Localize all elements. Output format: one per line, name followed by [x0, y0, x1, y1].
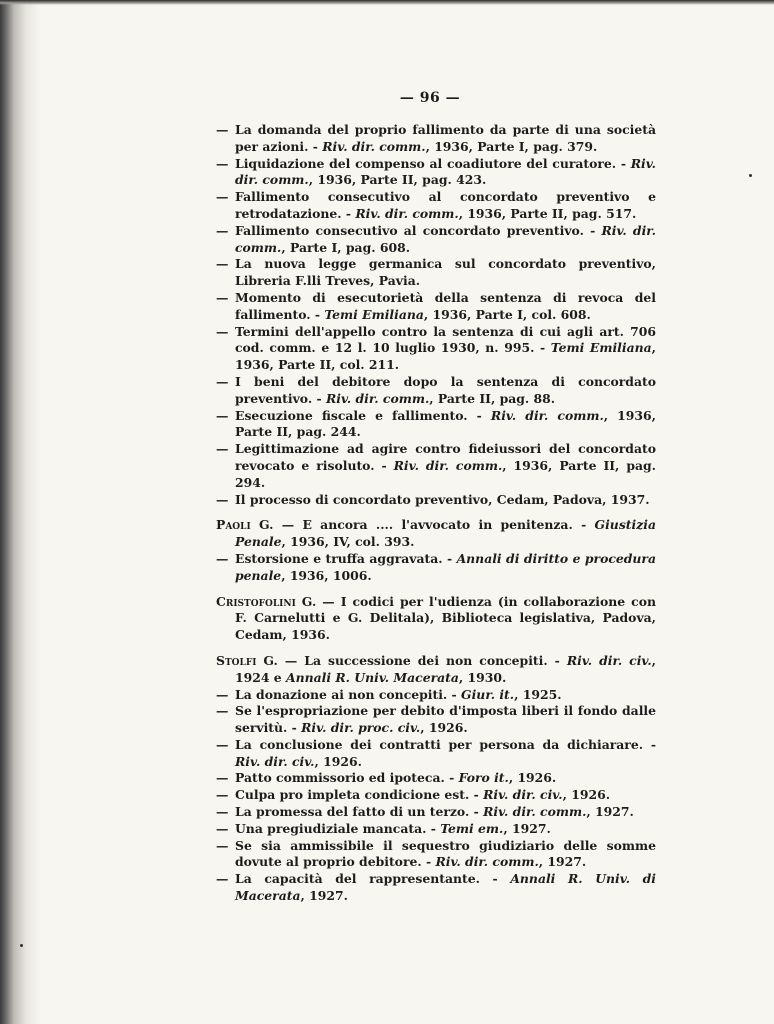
bibliography-entry — [216, 290, 656, 324]
entry-text: , 1927. — [300, 888, 348, 904]
bibliography-entry — [216, 122, 656, 156]
bibliography-entry — [216, 492, 656, 509]
journal-title: Annali R. Univ. di Macerata — [235, 871, 656, 904]
entry-text: Patto commissorio ed ipoteca. - — [235, 770, 459, 786]
entry-dash: — — [216, 155, 229, 171]
bibliography-entry — [216, 408, 656, 442]
entry-text: , 1927. — [503, 820, 551, 836]
entry-text: Momento di esecutorietà della sentenza di revoca del fallimento. - — [235, 289, 656, 322]
entry-text: I beni del debitore dopo la sentenza di concordato preventivo. - — [235, 373, 656, 406]
bibliography-entry — [216, 871, 656, 905]
bibliography-entry — [216, 551, 656, 585]
entry-dash: — — [216, 804, 229, 820]
bibliography-entry — [216, 156, 656, 190]
journal-title: Riv. dir. comm. — [235, 222, 656, 255]
bibliography-entry — [216, 787, 656, 804]
bibliography-entry: Paoli G. — E ancora .... l'avvocato in penitenza. - Giustizia Penale, 1936, IV, col. 393. — [216, 517, 656, 550]
entry-text: , 1936, IV, col. 393. — [281, 534, 415, 550]
entry-dash: — — [216, 122, 229, 137]
entry-text: , 1930. — [458, 669, 507, 685]
entry-dash: — — [216, 491, 229, 507]
entry-dash: — — [216, 837, 229, 853]
entry-text: , 1925. — [514, 686, 562, 702]
entry-dash: — — [216, 787, 229, 803]
entry-dash: — — [216, 189, 229, 205]
journal-title: Giustizia Penale — [235, 517, 656, 550]
bibliography-entry — [216, 703, 656, 737]
bibliography-entry — [216, 374, 656, 408]
author-block — [216, 653, 656, 905]
bibliography-entry: Cristofolini G. — I codici per l'udienza (in collaborazione con F. Carnelutti e G. Delitala), Biblioteca legislativa, Padova, Cedam, 1936. — [216, 593, 656, 643]
journal-title: Riv. dir. comm. — [355, 205, 459, 221]
entry-text: , 1936, Parte II, pag. 244. — [235, 407, 656, 440]
entry-dash: — — [216, 256, 229, 272]
journal-title: Giur. it. — [461, 686, 515, 702]
journal-title: Annali R. Univ. Macerata — [286, 669, 459, 685]
author-name: Stolfi G. — [216, 652, 278, 668]
ink-speck — [20, 944, 23, 947]
entry-text: Termini dell'appello contro la sentenza di cui agli art. 706 cod. comm. e 12 l. 10 luglio 1930, n. 995. - — [235, 323, 656, 356]
journal-title: Foro it. — [458, 770, 509, 786]
bibliography-entry — [216, 804, 656, 821]
entry-text: Se sia ammissibile il sequestro giudiziario delle somme dovute al proprio debitore. - — [235, 837, 656, 870]
journal-title: Riv. dir. comm. — [435, 854, 539, 870]
journal-title: Riv. dir. comm. — [235, 155, 656, 188]
entry-text: Fallimento consecutivo al concordato preventivo. - — [235, 222, 602, 238]
entry-dash: — — [216, 373, 229, 389]
journal-title: Riv. dir. proc. civ. — [301, 720, 421, 736]
bibliography-entry — [216, 687, 656, 704]
entry-text: I codici per l'udienza (in collaborazione con F. Carnelutti e G. Delitala), Biblioteca legislativa, Padova, Cedam, 1936. — [235, 593, 656, 643]
entry-text: La domanda del proprio fallimento da parte di una società per azioni. - — [235, 122, 656, 154]
author-name: Cristofolini G. — [216, 593, 317, 609]
bibliography-entry — [216, 821, 656, 838]
entry-dash: — — [216, 820, 229, 836]
bibliography-entry — [216, 324, 656, 374]
journal-title: Riv. dir. civ. — [235, 753, 315, 769]
bibliography-entry — [216, 189, 656, 223]
entry-text: , 1936, Parte II, pag. 294. — [235, 457, 656, 490]
journal-title: Riv. dir. comm. — [393, 457, 503, 473]
bibliography-entry — [216, 737, 656, 771]
entry-text: , 1926. — [420, 720, 468, 736]
page-number: — 96 — — [399, 90, 461, 106]
entry-text: Esecuzione fiscale e fallimento. - — [235, 407, 491, 423]
entry-text: , Parte II, pag. 88. — [429, 390, 556, 406]
entry-text: , 1936, Parte I, col. 608. — [423, 306, 591, 322]
entry-text: , 1936, Parte II, pag. 517. — [458, 205, 637, 221]
entry-text: , 1927. — [538, 854, 587, 870]
entry-text: , 1927. — [586, 804, 634, 820]
journal-title: Temi Emiliana — [550, 340, 652, 356]
journal-title: Riv. dir. comm. — [490, 407, 604, 423]
entry-dash: — — [216, 736, 229, 752]
bibliography-entry — [216, 770, 656, 787]
entry-dash: — — [216, 703, 229, 719]
author-block — [216, 594, 656, 644]
entry-text: Fallimento consecutivo al concordato preventivo e retrodatazione. - — [235, 189, 656, 221]
entry-text: La conclusione dei contratti per persona da dichiarare. - — [235, 736, 656, 752]
entry-dash: — — [216, 550, 229, 566]
entry-text: , 1924 e — [235, 652, 656, 685]
entry-dash: — — [216, 871, 229, 887]
entry-text: , 1926. — [508, 770, 557, 786]
entry-text: , 1936, Parte II, col. 211. — [235, 340, 656, 373]
entry-text: La donazione ai non concepiti. - — [235, 686, 462, 702]
journal-title: Annali di diritto e procedura penale — [235, 550, 656, 583]
entry-dash: — — [216, 441, 229, 457]
entry-text: , 1936, Parte II, pag. 423. — [308, 172, 487, 188]
entry-text: , 1936, 1006. — [281, 567, 372, 583]
entry-text: Culpa pro impleta condicione est. - — [235, 787, 484, 803]
ink-speck — [749, 174, 752, 177]
entry-text: Liquidazione del compenso al coadiutore del curatore. - — [235, 155, 631, 171]
entry-dash: — — [216, 222, 229, 238]
book-binding-edge — [0, 0, 40, 1024]
entry-text: , 1926. — [562, 787, 611, 803]
entry-text: , 1926. — [314, 753, 362, 769]
journal-title: Riv. dir. comm. — [322, 138, 426, 154]
entry-text: , 1936, Parte I, pag. 379. — [425, 138, 598, 154]
entry-text: Estorsione e truffa aggravata. - — [235, 550, 457, 566]
journal-title: Riv. dir. civ. — [566, 652, 652, 668]
journal-title: Temi Emiliana — [324, 306, 424, 322]
entry-text: La successione dei non concepiti. - — [304, 652, 567, 668]
bibliography-entry — [216, 256, 656, 290]
page-top-edge — [0, 0, 774, 5]
author-block — [216, 517, 656, 584]
entry-text: Legittimazione ad agire contro fideiussori del concordato revocato e risoluto. - — [235, 441, 656, 473]
entry-dash: — — [216, 686, 229, 702]
author-name: Paoli G. — [216, 517, 274, 533]
entry-dash: — — [216, 323, 229, 339]
entry-text: La nuova legge germanica sul concordato preventivo, Libreria F.lli Treves, Pavia. — [235, 256, 656, 289]
entry-text: E ancora .... l'avvocato in penitenza. - — [302, 517, 595, 533]
bibliography-entry — [216, 441, 656, 491]
entry-dash: — — [216, 770, 229, 786]
entry-text: La promessa del fatto di un terzo. - — [235, 804, 484, 820]
journal-title: Riv. dir. comm. — [483, 804, 587, 820]
entry-dash: — — [216, 407, 229, 423]
entry-text: La capacità del rappresentante. - — [235, 871, 511, 887]
entry-text: , Parte I, pag. 608. — [281, 239, 411, 255]
journal-title: Temi em. — [440, 820, 504, 836]
entry-dash: — — [216, 289, 229, 305]
journal-title: Riv. dir. comm. — [325, 390, 430, 406]
bibliography-list — [216, 122, 656, 905]
entry-text: Se l'espropriazione per debito d'imposta liberi il fondo dalle servitù. - — [235, 703, 656, 736]
entry-text: Il processo di concordato preventivo, Cedam, Padova, 1937. — [235, 491, 650, 507]
bibliography-entry: Stolfi G. — La successione dei non concepiti. - Riv. dir. civ., 1924 e Annali R. Univ. Macerata, 1930. — [216, 652, 656, 685]
entry-text: Una pregiudiziale mancata. - — [235, 820, 441, 836]
author-block — [216, 122, 656, 508]
journal-title: Riv. dir. civ. — [483, 787, 563, 803]
bibliography-entry — [216, 223, 656, 257]
bibliography-entry — [216, 838, 656, 872]
